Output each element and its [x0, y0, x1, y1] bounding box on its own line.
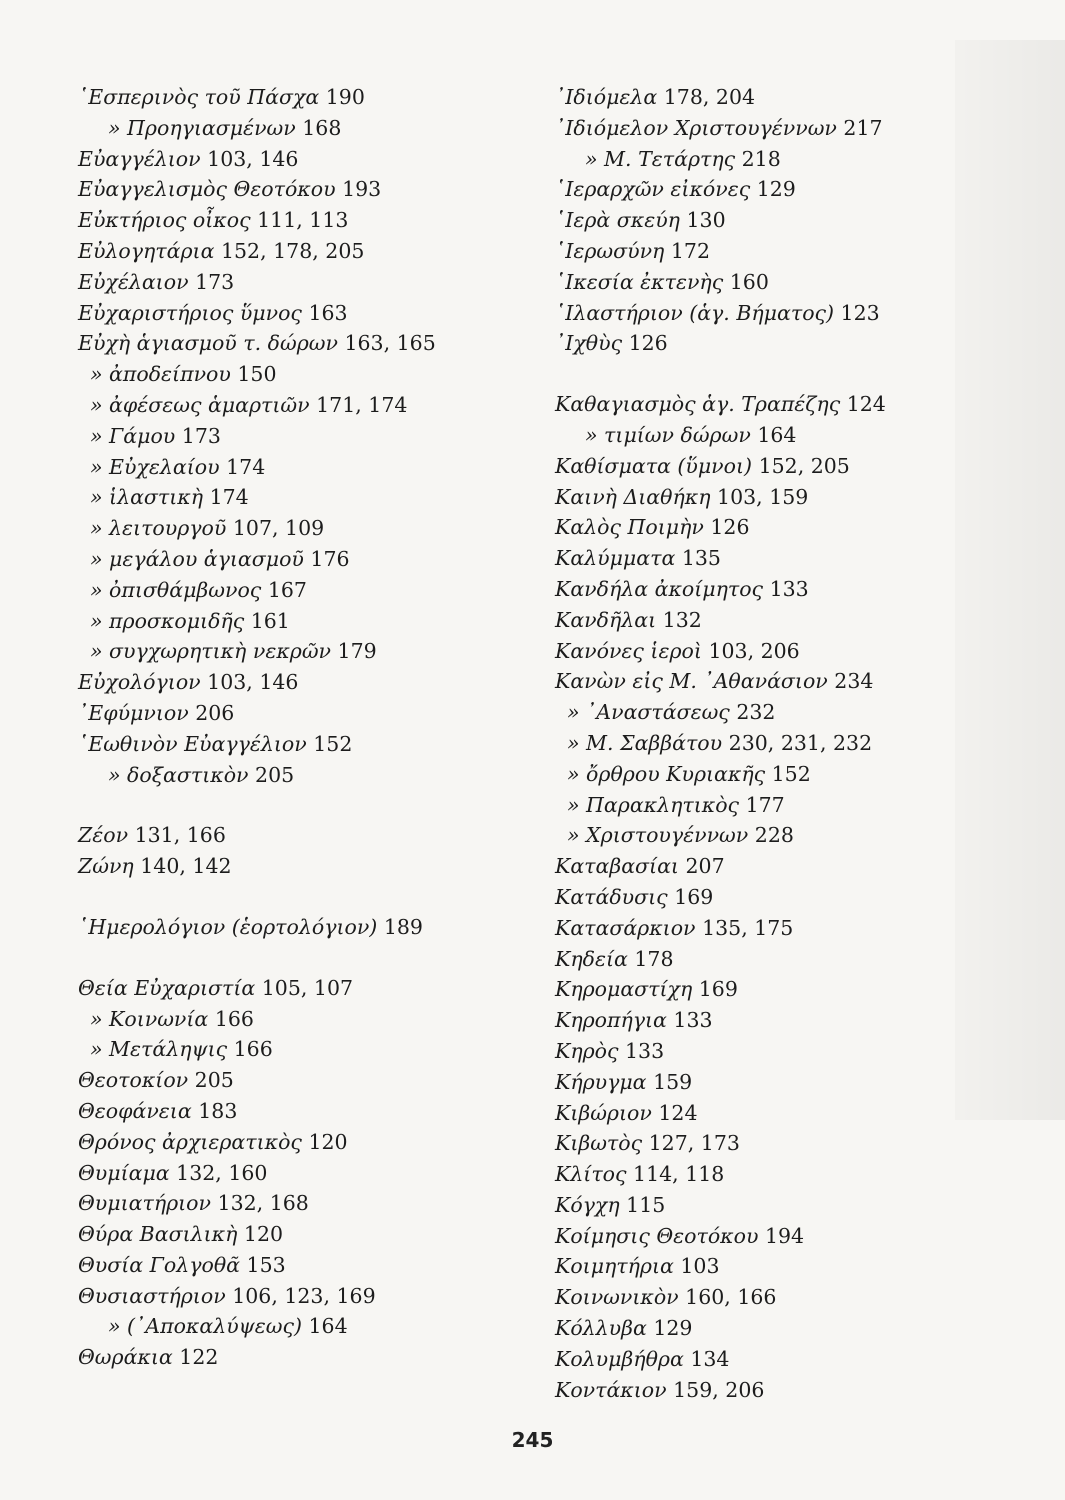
index-term: » μεγάλου ἁγιασμοῦ: [90, 546, 304, 571]
index-term: Θυμίαμα: [78, 1160, 170, 1185]
index-entry: [555, 1159, 985, 1190]
index-page-refs: 153: [246, 1252, 286, 1277]
index-entry: [555, 1190, 985, 1221]
index-entry: [555, 174, 985, 205]
index-term: Καινὴ Διαθήκη: [555, 484, 711, 509]
index-entry: [78, 667, 518, 698]
index-entry: [78, 513, 518, 544]
page-number: 245: [511, 1428, 554, 1452]
index-entry: [555, 605, 985, 636]
index-entry: [555, 636, 985, 667]
index-entry: [78, 113, 518, 144]
index-entry: [555, 451, 985, 482]
index-term: Εὐχὴ ἁγιασμοῦ τ. δώρων: [78, 331, 338, 356]
index-term: » τιμίων δώρων: [585, 422, 751, 447]
index-term: ῾Ιερὰ σκεύη: [555, 208, 680, 233]
index-page-refs: 174: [226, 454, 266, 479]
index-term: ᾿Ιχθὺς: [555, 331, 623, 356]
index-section-gap: [78, 790, 518, 820]
index-term: Καλύμματα: [555, 546, 676, 571]
index-entry: [555, 1313, 985, 1344]
index-page-refs: 228: [754, 823, 794, 848]
index-page-refs: 114, 118: [633, 1162, 725, 1187]
index-term: Καθίσματα (ὕμνοι): [555, 453, 753, 478]
index-entry: [555, 1005, 985, 1036]
index-page-refs: 124: [658, 1100, 698, 1125]
index-entry: [555, 697, 985, 728]
index-page-refs: 171, 174: [316, 392, 408, 417]
index-term: » ὀπισθάμβωνος: [90, 577, 262, 602]
index-term: » ὄρθρου Κυριακῆς: [567, 761, 766, 786]
index-term: » Μ. Σαββάτου: [567, 730, 723, 755]
index-term: Κόλλυβα: [555, 1316, 647, 1341]
index-page-refs: 103, 159: [717, 484, 809, 509]
index-term: Θύρα Βασιλικὴ: [78, 1222, 238, 1247]
index-entry: [555, 298, 985, 329]
index-entry: [78, 1219, 518, 1250]
index-page-refs: 132, 160: [176, 1160, 268, 1185]
index-term: » Γάμου: [90, 423, 176, 448]
index-page-refs: 174: [209, 485, 249, 510]
index-page-refs: 135, 175: [702, 915, 794, 940]
index-term: Θυσία Γολγοθᾶ: [78, 1252, 240, 1277]
index-entry: [78, 1311, 518, 1342]
index-entry: [78, 1281, 518, 1312]
index-entry: [78, 973, 518, 1004]
index-entry: [78, 1065, 518, 1096]
index-page-refs: 232: [736, 700, 776, 725]
index-entry: [555, 1098, 985, 1129]
index-entry: [555, 1128, 985, 1159]
index-entry: [555, 482, 985, 513]
index-term: Κοντάκιον: [555, 1377, 667, 1402]
index-page-refs: 177: [745, 792, 785, 817]
index-page-refs: 206: [195, 700, 235, 725]
index-entry: [78, 606, 518, 637]
index-page-refs: 173: [181, 423, 221, 448]
index-entry: [555, 512, 985, 543]
index-term: ᾿Εφύμνιον: [78, 700, 189, 725]
index-page-refs: 152, 178, 205: [220, 238, 365, 263]
index-term: ῾Ιερωσύνη: [555, 238, 665, 263]
index-page-refs: 205: [255, 762, 295, 787]
index-entry: [555, 1036, 985, 1067]
index-entry: [78, 575, 518, 606]
index-entry: [78, 636, 518, 667]
index-page-refs: 160: [729, 269, 769, 294]
index-entry: [555, 944, 985, 975]
index-term: Θεοφάνεια: [78, 1098, 192, 1123]
index-page-refs: 152: [771, 761, 811, 786]
index-entry: [555, 1375, 985, 1406]
index-term: » Μ. Τετάρτης: [585, 146, 736, 171]
index-term: Κλίτος: [555, 1162, 627, 1187]
index-page-refs: 103: [680, 1254, 720, 1279]
index-page-refs: 130: [686, 208, 726, 233]
index-term: ῾Ιλαστήριον (ἁγ. Βήματος): [555, 300, 835, 325]
index-page-refs: 178, 204: [663, 85, 756, 109]
index-term: ῾Ιεραρχῶν εἰκόνες: [555, 177, 751, 202]
index-entry: [78, 144, 518, 175]
index-page-refs: 129: [653, 1316, 693, 1341]
index-entry: [78, 912, 518, 943]
index-entry: [555, 144, 985, 175]
index-page-refs: 111, 113: [257, 208, 349, 233]
index-term: Θωράκια: [78, 1345, 173, 1370]
index-section-gap: [78, 943, 518, 973]
index-entry: [78, 174, 518, 205]
index-page-refs: 205: [194, 1068, 234, 1093]
index-entry: [78, 359, 518, 390]
index-entry: [78, 1127, 518, 1158]
index-term: Εὐχολόγιον: [78, 670, 201, 695]
index-page-refs: 106, 123, 169: [232, 1283, 376, 1308]
index-entry: [78, 1342, 518, 1373]
index-page-refs: 160, 166: [685, 1285, 777, 1310]
index-page-refs: 207: [685, 854, 725, 879]
index-page-refs: 217: [843, 115, 883, 140]
index-section-gap: [78, 882, 518, 912]
index-entry: [555, 267, 985, 298]
index-term: Κήρυγμα: [555, 1069, 647, 1094]
index-entry: [555, 820, 985, 851]
index-term: ῾Εωθινὸν Εὐαγγέλιον: [78, 731, 307, 756]
index-page-refs: 107, 109: [232, 516, 325, 541]
index-entry: [555, 1221, 985, 1252]
index-term: Κηροπήγια: [555, 1008, 667, 1033]
index-term: Κανδῆλαι: [555, 607, 657, 632]
index-entry: [78, 236, 518, 267]
index-entry: [78, 544, 518, 575]
index-term: » Εὐχελαίου: [90, 454, 220, 479]
index-page-refs: 164: [308, 1314, 348, 1339]
index-page-refs: 169: [674, 884, 714, 909]
index-term: Εὐκτήριος οἶκος: [78, 208, 251, 233]
index-page-refs: 134: [690, 1346, 730, 1371]
index-term: Κηδεία: [555, 946, 628, 971]
index-entry: [555, 389, 985, 420]
index-page-refs: 179: [337, 639, 377, 664]
index-entry: [78, 298, 518, 329]
index-term: » (᾿Αποκαλύψεως): [108, 1314, 302, 1339]
index-entry: [78, 820, 518, 851]
index-term: Εὐλογητάρια: [78, 238, 215, 263]
index-term: Εὐχαριστήριος ὕμνος: [78, 300, 302, 325]
index-entry: [78, 421, 518, 452]
index-page-refs: 120: [243, 1222, 284, 1247]
index-page-refs: 173: [195, 269, 235, 294]
index-page-refs: 166: [214, 1006, 254, 1031]
index-term: » ἀποδείπνου: [90, 362, 231, 387]
index-term: » Μετάληψις: [90, 1037, 228, 1062]
index-page-refs: 129: [756, 177, 796, 202]
index-page-refs: 218: [741, 146, 781, 171]
index-term: Κόγχη: [555, 1192, 620, 1217]
index-term: Θρόνος ἀρχιερατικὸς: [78, 1129, 302, 1154]
index-page-refs: 167: [267, 577, 307, 602]
index-entry: [78, 82, 518, 113]
index-entry: [555, 82, 985, 113]
index-term: ᾿Ιδιόμελον Χριστουγέννων: [555, 115, 837, 140]
index-page-refs: 115: [626, 1192, 666, 1217]
index-page-refs: 150: [237, 362, 277, 387]
index-entry: [555, 574, 985, 605]
index-term: Θυσιαστήριον: [78, 1283, 226, 1308]
index-page-refs: 194: [764, 1223, 805, 1248]
index-page-refs: 159: [653, 1069, 693, 1094]
index-term: Κανόνες ἱεροὶ: [555, 638, 702, 663]
index-page-refs: 103, 146: [207, 146, 299, 171]
index-page-refs: 189: [383, 914, 423, 939]
index-entry: [555, 328, 985, 359]
index-term: Κανδήλα ἀκοίμητος: [555, 576, 764, 601]
index-term: Κιβώριον: [555, 1100, 652, 1125]
index-page-refs: 234: [834, 669, 874, 694]
index-page-refs: 103, 206: [708, 638, 800, 663]
index-page-refs: 135: [681, 546, 721, 571]
index-page-refs: 166: [233, 1037, 273, 1062]
index-column-left: [78, 82, 518, 1373]
index-term: Ζώνη: [78, 854, 134, 879]
index-entry: [555, 420, 985, 451]
index-page-refs: 152: [313, 731, 353, 756]
index-page-refs: 127, 173: [648, 1131, 740, 1156]
index-entry: [555, 759, 985, 790]
index-page-refs: 132: [662, 607, 702, 632]
index-entry: [555, 913, 985, 944]
index-page-refs: 193: [342, 177, 382, 202]
index-term: Εὐαγγελισμὸς Θεοτόκου: [78, 177, 336, 202]
index-page-refs: 163, 165: [344, 331, 436, 356]
index-page-refs: 105, 107: [261, 975, 354, 1000]
index-page-refs: 176: [310, 546, 350, 571]
index-entry: [78, 205, 518, 236]
index-entry: [555, 728, 985, 759]
index-page-refs: 124: [846, 392, 886, 417]
index-page-refs: 230, 231, 232: [728, 730, 873, 755]
index-page-refs: 152, 205: [758, 453, 850, 478]
index-entry: [555, 1251, 985, 1282]
index-term: » δοξαστικὸν: [108, 762, 249, 787]
index-page-refs: 172: [670, 238, 710, 263]
index-term: Κανὼν εἰς Μ. ᾿Αθανάσιον: [555, 669, 828, 694]
index-page-refs: 168: [302, 115, 342, 140]
index-entry: [555, 1282, 985, 1313]
index-entry: [555, 666, 985, 697]
index-term: Κηρομαστίχη: [555, 977, 693, 1002]
index-term: Κολυμβήθρα: [555, 1346, 684, 1371]
index-entry: [78, 390, 518, 421]
index-page-refs: 178: [634, 946, 674, 971]
index-page-refs: 159, 206: [673, 1377, 765, 1402]
index-entry: [555, 790, 985, 821]
index-term: » ᾿Αναστάσεως: [567, 700, 730, 725]
index-entry: [78, 328, 518, 359]
index-term: » Προηγιασμένων: [108, 115, 296, 140]
index-term: » συγχωρητικὴ νεκρῶν: [90, 639, 331, 664]
index-term: Θεοτοκίον: [78, 1068, 189, 1093]
index-term: » προσκομιδῆς: [90, 608, 245, 633]
index-term: Κοίμησις Θεοτόκου: [555, 1223, 759, 1248]
index-page-refs: 103, 146: [207, 670, 299, 695]
index-term: ῾Ημερολόγιον (ἑορτολόγιον): [78, 914, 378, 939]
index-page-refs: 131, 166: [134, 823, 226, 848]
index-page-refs: 169: [698, 977, 738, 1002]
index-term: Κατασάρκιον: [555, 915, 696, 940]
index-page-refs: 123: [840, 300, 880, 325]
index-page-refs: 132, 168: [217, 1191, 309, 1216]
index-term: Θεία Εὐχαριστία: [78, 975, 256, 1000]
index-entry: [78, 1034, 518, 1065]
index-page-refs: 133: [769, 576, 809, 601]
index-entry: [78, 729, 518, 760]
index-term: ῾Ικεσία ἐκτενὴς: [555, 269, 724, 294]
index-term: » λειτουργοῦ: [90, 516, 227, 541]
index-term: Ζέον: [78, 823, 129, 848]
index-entry: [78, 851, 518, 882]
index-term: Εὐαγγέλιον: [78, 146, 201, 171]
index-term: Κηρὸς: [555, 1038, 619, 1063]
index-entry: [555, 543, 985, 574]
index-entry: [555, 236, 985, 267]
index-term: » Παρακλητικὸς: [567, 792, 740, 817]
index-term: » Κοινωνία: [90, 1006, 209, 1031]
index-entry: [78, 1158, 518, 1189]
index-page-refs: 183: [198, 1098, 238, 1123]
index-entry: [555, 1067, 985, 1098]
index-entry: [78, 1004, 518, 1035]
index-entry: [78, 1250, 518, 1281]
index-term: » ἀφέσεως ἁμαρτιῶν: [90, 392, 310, 417]
index-term: Κιβωτὸς: [555, 1131, 643, 1156]
index-entry: [555, 851, 985, 882]
index-entry: [555, 205, 985, 236]
index-term: Εὐχέλαιον: [78, 269, 189, 294]
index-term: » Χριστουγέννων: [567, 823, 749, 848]
index-page-refs: 163: [308, 300, 348, 325]
index-entry: [78, 267, 518, 298]
index-column-right: [555, 82, 985, 1405]
index-entry: [555, 113, 985, 144]
index-page-refs: 133: [625, 1038, 665, 1063]
index-page-refs: 126: [710, 515, 750, 540]
index-term: Καταβασίαι: [555, 854, 679, 879]
index-entry: [555, 1344, 985, 1375]
index-page-refs: 133: [673, 1008, 713, 1033]
index-page-refs: 126: [628, 331, 668, 356]
index-entry: [78, 760, 518, 791]
index-entry: [78, 1096, 518, 1127]
index-page-refs: 122: [179, 1345, 219, 1370]
index-term: Καλὸς Ποιμὴν: [555, 515, 704, 540]
index-entry: [78, 1188, 518, 1219]
index-page-refs: 164: [757, 422, 797, 447]
index-term: Κοιμητήρια: [555, 1254, 674, 1279]
index-term: » ἱλαστικὴ: [90, 485, 204, 510]
index-term: Κοινωνικὸν: [555, 1285, 679, 1310]
index-entry: [555, 974, 985, 1005]
index-page-refs: 120: [308, 1129, 348, 1154]
index-page-refs: 190: [325, 85, 365, 109]
index-page-refs: 161: [250, 608, 290, 633]
index-term: Θυμιατήριον: [78, 1191, 211, 1216]
index-page-refs: 140, 142: [140, 854, 232, 879]
index-term: ῾Εσπερινὸς τοῦ Πάσχα: [78, 85, 320, 109]
index-section-gap: [555, 359, 985, 389]
index-entry: [78, 482, 518, 513]
index-term: ᾿Ιδιόμελα: [555, 85, 658, 109]
index-entry: [555, 882, 985, 913]
index-entry: [78, 452, 518, 483]
index-entry: [78, 698, 518, 729]
index-term: Καθαγιασμὸς ἁγ. Τραπέζης: [555, 392, 841, 417]
index-term: Κατάδυσις: [555, 884, 668, 909]
